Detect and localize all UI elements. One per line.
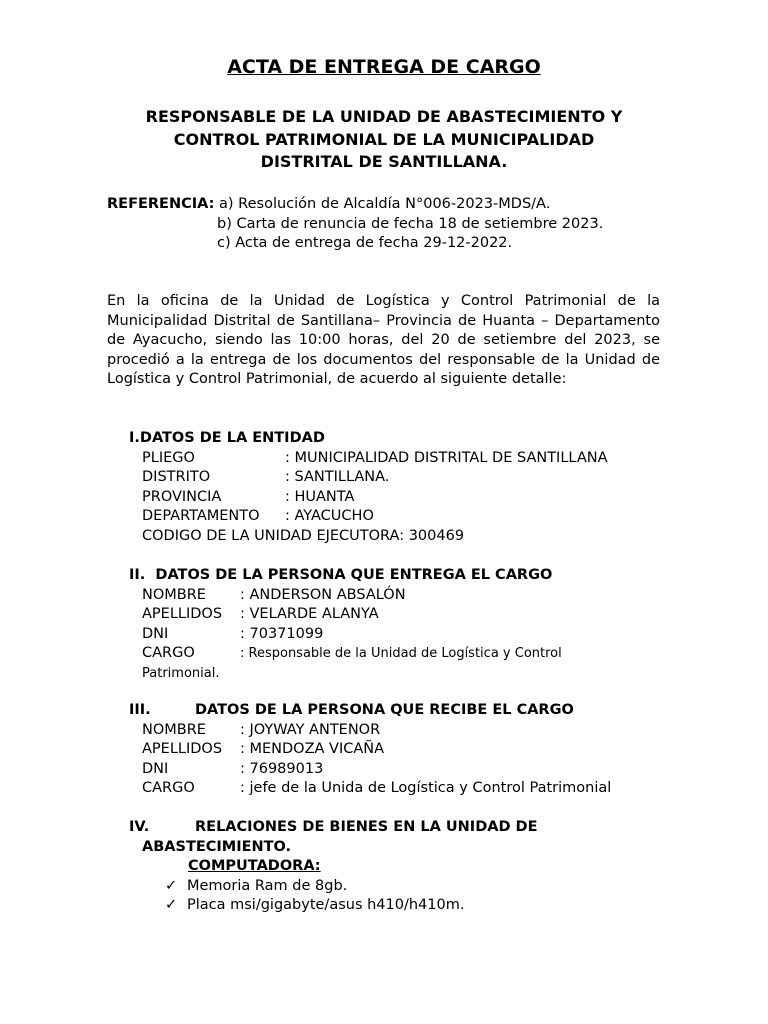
field-key: APELLIDOS: [142, 606, 223, 623]
subtitle-line: DISTRITAL DE SANTILLANA.: [260, 152, 508, 171]
field-row: [107, 605, 667, 625]
list-item-text: Memoria Ram de 8gb.: [187, 877, 348, 894]
section-bienes: [107, 818, 667, 916]
field-row: [107, 644, 667, 664]
subtitle-line: RESPONSABLE DE LA UNIDAD DE ABASTECIMIENTO Y: [145, 107, 623, 126]
field-row: [107, 625, 667, 645]
field-key: CARGO: [142, 780, 195, 797]
field-value: : VELARDE ALANYA: [240, 606, 379, 623]
field-value: : Responsable de la Unidad de Logística y Control: [240, 646, 562, 662]
field-row: [107, 449, 667, 469]
section-title: DATOS DE LA PERSONA QUE RECIBE EL CARGO: [195, 702, 574, 718]
list-item: [107, 877, 667, 897]
referencia-block: [107, 195, 667, 254]
field-value: : AYACUCHO: [285, 508, 374, 525]
list-item-text: Placa msi/gigabyte/asus h410/h410m.: [187, 897, 465, 914]
section-title: DATOS DE LA PERSONA QUE ENTREGA EL CARGO: [155, 567, 553, 583]
section-heading: [107, 429, 667, 449]
section-heading: [107, 701, 667, 721]
list-item: [107, 896, 667, 916]
codigo-row: CODIGO DE LA UNIDAD EJECUTORA: 300469: [142, 527, 465, 544]
field-row: [107, 779, 667, 799]
section-entidad: [107, 429, 667, 547]
referencia-label: REFERENCIA:: [107, 196, 215, 212]
field-value: : jefe de la Unida de Logística y Control Patrimonial: [240, 780, 612, 797]
section-title-continuation: ABASTECIMIENTO.: [142, 838, 292, 855]
field-row: [107, 468, 667, 488]
section-number: II.: [129, 567, 146, 583]
checkmark-icon: ✓: [165, 897, 178, 914]
field-key: PLIEGO: [142, 449, 195, 466]
field-key: DEPARTAMENTO: [142, 508, 260, 525]
field-key: NOMBRE: [142, 721, 206, 738]
field-key: NOMBRE: [142, 586, 206, 603]
document-subtitle: [100, 106, 668, 174]
cargo-continuation: Patrimonial.: [142, 665, 220, 681]
section-recibe: [107, 701, 667, 799]
field-key: CARGO: [142, 645, 195, 662]
document-title: ACTA DE ENTREGA DE CARGO: [227, 56, 541, 78]
referencia-item: c) Acta de entrega de fecha 29-12-2022.: [217, 235, 513, 252]
section-number: III.: [129, 702, 151, 718]
subtitle-line: CONTROL PATRIMONIAL DE LA MUNICIPALIDAD: [173, 129, 595, 149]
section-entrega: [107, 566, 667, 684]
field-key: PROVINCIA: [142, 488, 222, 505]
section-number: IV.: [129, 819, 150, 835]
field-row: [107, 488, 667, 508]
field-value: : 70371099: [240, 625, 324, 642]
section-title: RELACIONES DE BIENES EN LA UNIDAD DE: [195, 819, 538, 835]
field-key: DNI: [142, 625, 169, 642]
field-key: DNI: [142, 760, 169, 777]
field-value: : SANTILLANA.: [285, 469, 390, 486]
field-row: [107, 586, 667, 606]
field-value: : HUANTA: [285, 488, 355, 505]
computadora-subheading: COMPUTADORA:: [188, 858, 321, 875]
field-value: : MENDOZA VICAÑA: [240, 741, 385, 758]
section-title: DATOS DE LA ENTIDAD: [139, 430, 325, 446]
subheading-row: [107, 857, 667, 877]
referencia-item: a) Resolución de Alcaldía N°006-2023-MDS/A.: [219, 196, 551, 212]
field-row: [107, 721, 667, 741]
section-number: I.: [129, 430, 140, 446]
referencia-item: b) Carta de renuncia de fecha 18 de setiembre 2023.: [217, 215, 604, 232]
field-value: : 76989013: [240, 760, 324, 777]
section-heading: [107, 818, 667, 838]
field-row: [107, 507, 667, 527]
intro-paragraph: En la oficina de la Unidad de Logística y Control Patrimonial de la Municipalidad Distrital de Santillana– Provincia de Huanta – Departamento de Ayacucho, siendo las 10:00 horas, del 20 de setiembre del 2023, se procedió a la entrega de los documentos del responsable de la Unidad de Logística y Control Patrimonial, de acuerdo al siguiente detalle:: [107, 293, 660, 388]
field-value: : ANDERSON ABSALÓN: [240, 586, 406, 603]
checkmark-icon: ✓: [165, 877, 178, 894]
field-value: : JOYWAY ANTENOR: [240, 721, 381, 738]
field-key: DISTRITO: [142, 469, 211, 486]
section-heading: [107, 566, 667, 586]
field-row: [107, 760, 667, 780]
field-row: [107, 740, 667, 760]
field-value: : MUNICIPALIDAD DISTRITAL DE SANTILLANA: [285, 449, 608, 466]
field-key: APELLIDOS: [142, 741, 223, 758]
